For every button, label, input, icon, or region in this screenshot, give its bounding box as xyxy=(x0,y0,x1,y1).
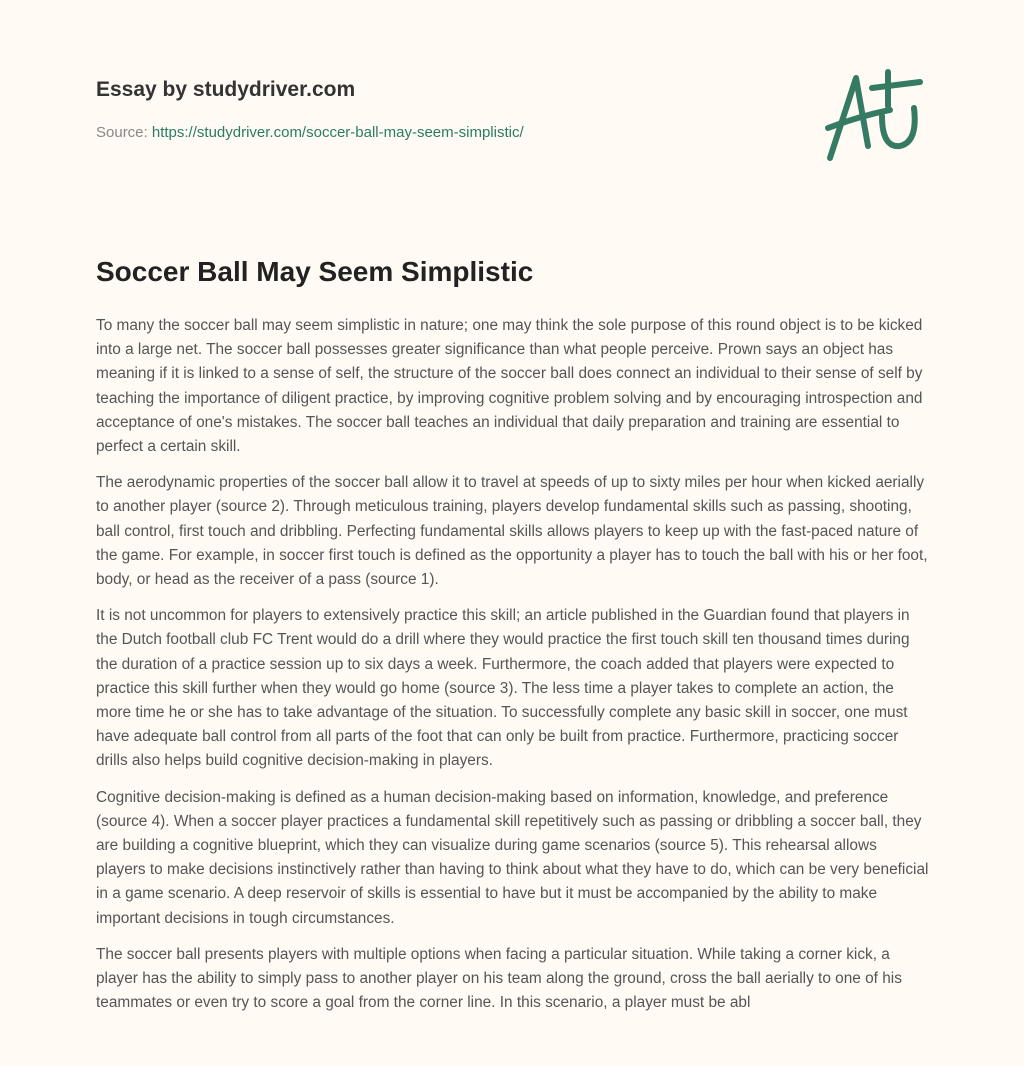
site-title: Essay by studydriver.com xyxy=(96,78,356,101)
article-body xyxy=(96,314,930,1027)
header xyxy=(96,78,355,102)
source-link[interactable]: https://studydriver.com/soccer-ball-may-seem-simplistic/ xyxy=(151,124,524,141)
paragraph: The soccer ball presents players with multiple options when facing a particular situation. While taking a corner kick, a player has the ability to simply pass to another player on his team along the ground, cross the ball aerially to one of his teammates or even try to score a goal from the corner line. In this scenario, a player must be abl xyxy=(96,945,902,1012)
source-label: Source: xyxy=(96,124,148,141)
paragraph: Cognitive decision-making is defined as a human decision-making based on information, knowledge, and preference (source 4). When a soccer player practices a fundamental skill repetitively such as passing or dribbling a soccer ball, they are building a cognitive blueprint, which they can visualize during game scenarios (source 5). This rehearsal allows players to make decisions instinctively rather than having to think about what they have to do, which can be very beneficial in a game scenario. A deep reservoir of skills is essential to have but it must be accompanied by the ability to make important decisions in tough circumstances. xyxy=(96,788,929,927)
a-plus-logo xyxy=(820,68,930,168)
paragraph: It is not uncommon for players to extensively practice this skill; an article published in the Guardian found that players in the Dutch football club FC Trent would do a drill where they would practice the first touch skill ten thousand times during the duration of a practice session up to six days a week. Furthermore, the coach added that players were expected to practice this skill further when they would go home (source 3). The less time a player takes to complete an action, the more time he or she has to take advantage of the situation. To successfully complete any basic skill in soccer, one must have adequate ball control from all parts of the foot that can only be built from practice. Furthermore, practicing soccer drills also helps build cognitive decision-making in players. xyxy=(96,607,910,770)
paragraph: To many the soccer ball may seem simplistic in nature; one may think the sole purpose of this round object is to be kicked into a large net. The soccer ball possesses greater significance than what people perceive. Prown says an object has meaning if it is linked to a sense of self, the structure of the soccer ball does connect an individual to their sense of self by teaching the importance of diligent practice, by improving cognitive problem solving and by encouraging introspection and acceptance of one's mistakes. The soccer ball teaches an individual that daily preparation and training are essential to perfect a certain skill. xyxy=(96,317,923,456)
article-title: Soccer Ball May Seem Simplistic xyxy=(96,256,534,287)
paragraph: The aerodynamic properties of the soccer ball allow it to travel at speeds of up to sixty miles per hour when kicked aerially to another player (source 2). Through meticulous training, players develop fundamental skills such as passing, shooting, ball control, first touch and dribbling. Perfecting fundamental skills allows players to keep up with the fast-paced nature of the game. For example, in soccer first touch is defined as the opportunity a player has to touch the ball with his or her foot, body, or head as the receiver of a pass (source 1). xyxy=(96,474,928,589)
source-line xyxy=(96,124,524,141)
